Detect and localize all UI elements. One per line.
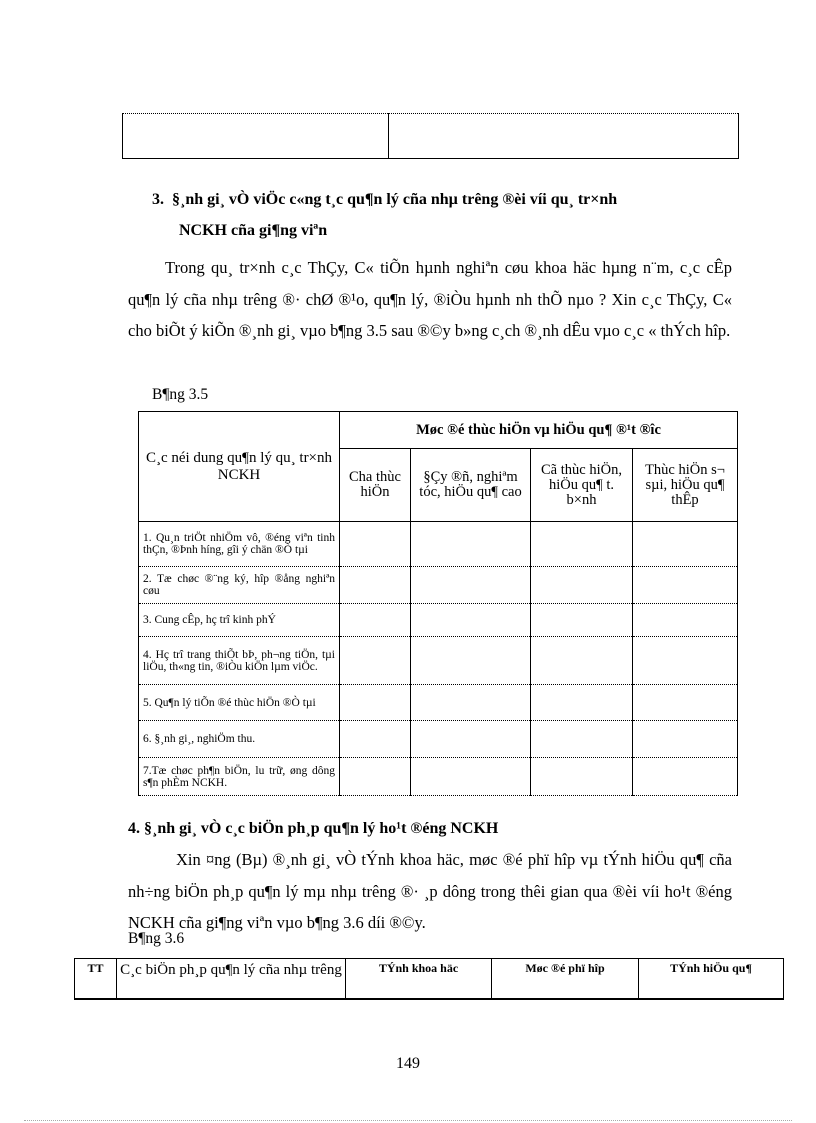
table-cell[interactable] [633, 567, 738, 604]
table-cell[interactable] [531, 637, 633, 685]
column-header: TÝnh hiÖu qu¶ [639, 959, 784, 999]
table-cell[interactable] [411, 567, 531, 604]
column-header: TÝnh khoa häc [346, 959, 492, 999]
table-3-5 [138, 411, 738, 796]
section3-heading: 3. §¸nh gi¸ vÒ viÖc c«ng t¸c qu¶n lý cña nhµ trêng ®èi víi qu¸ tr×nh NCKH cña gi¶ng viªn [152, 191, 618, 239]
table-cell[interactable] [340, 637, 411, 685]
column-header: Cã thùc hiÖn, hiÖu qu¶ t. b×nh [531, 449, 633, 522]
table-cell[interactable] [411, 604, 531, 637]
table-row-label: 4. Hç trî trang thiÕt bÞ, ph¬ng tiÖn, tµi liÖu, th«ng tin, ®iÒu kiÖn lµm viÖc. [139, 637, 340, 685]
table-cell[interactable] [633, 721, 738, 758]
table-cell[interactable] [531, 567, 633, 604]
row-header: C¸c néi dung qu¶n lý qu¸ tr×nh NCKH [139, 412, 340, 522]
column-header: Thùc hiÖn s¬ sµi, hiÖu qu¶ thÊp [633, 449, 738, 522]
table-cell[interactable] [531, 758, 633, 796]
table-row-label: 1. Qu¸n triÖt nhiÖm vô, ®éng viªn tinh thÇn, ®Þnh híng, gîi ý chän ®Ò tµi [139, 522, 340, 567]
table-cell[interactable] [531, 685, 633, 721]
table-cell [123, 114, 389, 159]
table-cell[interactable] [531, 721, 633, 758]
table-cell[interactable] [411, 758, 531, 796]
table-cell[interactable] [411, 637, 531, 685]
table-cell[interactable] [633, 685, 738, 721]
table-row-label: 3. Cung cÊp, hç trî kinh phÝ [139, 604, 340, 637]
table-3-6 [74, 958, 784, 1000]
table-cell[interactable] [531, 522, 633, 567]
column-header: TT [75, 959, 117, 999]
group-header: Møc ®é thùc hiÖn vµ hiÖu qu¶ ®¹t ®îc [340, 412, 738, 449]
table-cell[interactable] [531, 604, 633, 637]
table-cell[interactable] [340, 721, 411, 758]
table-cell[interactable] [340, 758, 411, 796]
table-cell[interactable] [411, 522, 531, 567]
page-bottom-divider [24, 1120, 792, 1121]
table-cell[interactable] [340, 604, 411, 637]
section3-paragraph: Trong qu¸ tr×nh c¸c ThÇy, C« tiÕn hµnh nghiªn cøu khoa häc hµng n¨m, c¸c cÊp qu¶n lý cña nhµ trêng ®· chØ ®¹o, qu¶n lý, ®iÒu hµnh nh thÕ nµo ? Xin c¸c ThÇy, C« cho biÕt ý kiÕn ®¸nh gi¸ vµo b¶ng 3.5 sau ®©y b»ng c¸ch ®¸nh dÊu vµo c¸c « thÝch hîp. [128, 258, 732, 340]
table-row-label: 5. Qu¶n lý tiÕn ®é thùc hiÖn ®Ò tµi [139, 685, 340, 721]
column-header: C¸c biÖn ph¸p qu¶n lý cña nhµ trêng [117, 959, 346, 999]
table35-caption: B¶ng 3.5 [152, 386, 209, 403]
table-row-label: 7.Tæ chøc ph¶n biÖn, lu trữ, øng dông s¶n phÈm NCKH. [139, 758, 340, 796]
table-cell [389, 114, 739, 159]
table-row-label: 6. §¸nh gi¸, nghiÖm thu. [139, 721, 340, 758]
table36-caption: B¶ng 3.6 [128, 930, 185, 947]
table-cell[interactable] [340, 522, 411, 567]
column-header: §Çy ®ñ, nghiªm tóc, hiÖu qu¶ cao [411, 449, 531, 522]
table-cell[interactable] [411, 721, 531, 758]
continued-table [122, 113, 739, 159]
table-cell[interactable] [633, 522, 738, 567]
section4-paragraph: Xin ¤ng (Bµ) ®¸nh gi¸ vÒ tÝnh khoa häc, møc ®é phï hîp vµ tÝnh hiÖu qu¶ cña nh÷ng biÖn ph¸p qu¶n lý mµ nhµ trêng ®· ¸p dông trong thêi gian qua ®èi víi ho¹t ®éng NCKH cña gi¶ng viªn vµo b¶ng 3.6 díi ®©y. [128, 850, 732, 932]
table-cell[interactable] [633, 758, 738, 796]
table-cell[interactable] [633, 604, 738, 637]
table-cell[interactable] [411, 685, 531, 721]
section4-heading: 4. §¸nh gi¸ vÒ c¸c biÖn ph¸p qu¶n lý ho¹t ®éng NCKH [128, 820, 499, 837]
table-row-label: 2. Tæ chøc ®¨ng ký, hîp ®ång nghiªn cøu [139, 567, 340, 604]
table-cell[interactable] [340, 567, 411, 604]
page-number: 149 [396, 1055, 420, 1072]
column-header: Møc ®é phï hîp [492, 959, 639, 999]
table-cell[interactable] [633, 637, 738, 685]
table-cell[interactable] [340, 685, 411, 721]
column-header: Cha thùc hiÖn [340, 449, 411, 522]
